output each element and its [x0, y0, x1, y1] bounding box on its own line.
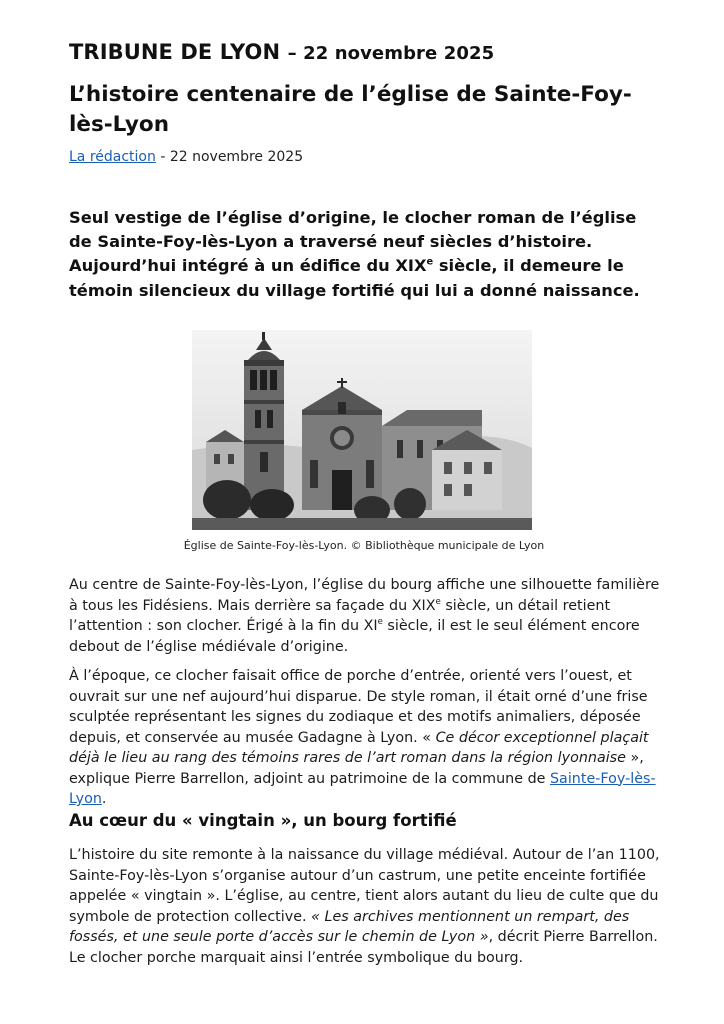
p2-text-a: À l’époque, ce clocher faisait office de porche d’entrée, orienté vers l’ouest, et ouvrait sur une nef aujourd’hui disparue. De style roman, il était orné d’une frise sculptée représentant les signes du zodiaque et des motifs animaliers, déposée depuis, et conservée au musée Gadagne à Lyon. « [69, 668, 648, 746]
lede-part1: Seul vestige de l’église d’origine, le clocher roman de l’église de Sainte-Foy-lès-Lyon a traversé neuf siècles d’histoire. Aujourd’hui intégré à un édifice du XIX [69, 208, 637, 276]
section-subheading: Au cœur du « vingtain », un bourg fortifié [69, 811, 457, 830]
p1-text-b: siècle, un détail retient l’attention : son clocher. Érigé à la fin du XI [69, 597, 611, 634]
p1-superscript-2: e [377, 617, 383, 628]
lede-part2: siècle, il demeure le témoin silencieux du village fortifié qui lui a donné naissance. [69, 256, 640, 300]
photo-caption: Église de Sainte-Foy-lès-Lyon. © Bibliothèque municipale de Lyon [183, 539, 545, 552]
p2-text-b: », explique Pierre Barrellon, adjoint au patrimoine de la commune de [69, 750, 644, 787]
p1-superscript-1: e [435, 596, 441, 607]
article-lede [69, 206, 659, 303]
p1-text-c: siècle, il est le seul élément encore debout de l’église médiévale d’origine. [69, 618, 640, 655]
masthead [69, 40, 494, 64]
p4-text-b: , décrit Pierre Barrellon. Le clocher porche marquait ainsi l’entrée symbolique du bourg. [69, 929, 658, 966]
church-photo [192, 330, 532, 530]
p4-text-a: L’histoire du site remonte à la naissance du village médiéval. Autour de l’an 1100, Sainte-Foy-lès-Lyon s’organise autour d’un castrum, une petite enceinte fortifiée appelée « vingtain ». L’église, au centre, tient alors autant du lieu de culte que du symbole de protection collective. [69, 847, 660, 925]
paragraph-1 [69, 575, 661, 657]
paragraph-3 [69, 845, 661, 968]
p1-text-a: Au centre de Sainte-Foy-lès-Lyon, l’église du bourg affiche une silhouette familière à tous les Fidésiens. Mais derrière sa façade du XIX [69, 577, 660, 614]
byline-date: 22 novembre 2025 [169, 149, 304, 165]
paragraph-2 [69, 666, 661, 810]
church-photo-illustration [192, 330, 532, 530]
p2-quote: Ce décor exceptionnel plaçait déjà le lieu au rang des témoins rares de l’art roman dans la région lyonnaise [69, 729, 649, 766]
sainte-foy-link[interactable]: Sainte-Foy-lès-Lyon [69, 770, 656, 807]
p4-quote: « Les archives mentionnent un rempart, des fossés, et une seule porte d’accès sur le chemin de Lyon » [69, 908, 630, 945]
p2-text-c: . [101, 791, 107, 807]
lede-superscript: e [426, 256, 434, 268]
byline-separator: - [155, 149, 170, 165]
article-title: L’histoire centenaire de l’église de Sainte-Foy-lès-Lyon [69, 82, 632, 137]
byline [69, 149, 303, 165]
author-link[interactable]: La rédaction [69, 149, 156, 165]
masthead-name: TRIBUNE DE LYON [69, 40, 281, 64]
masthead-date: – 22 novembre 2025 [287, 43, 495, 64]
